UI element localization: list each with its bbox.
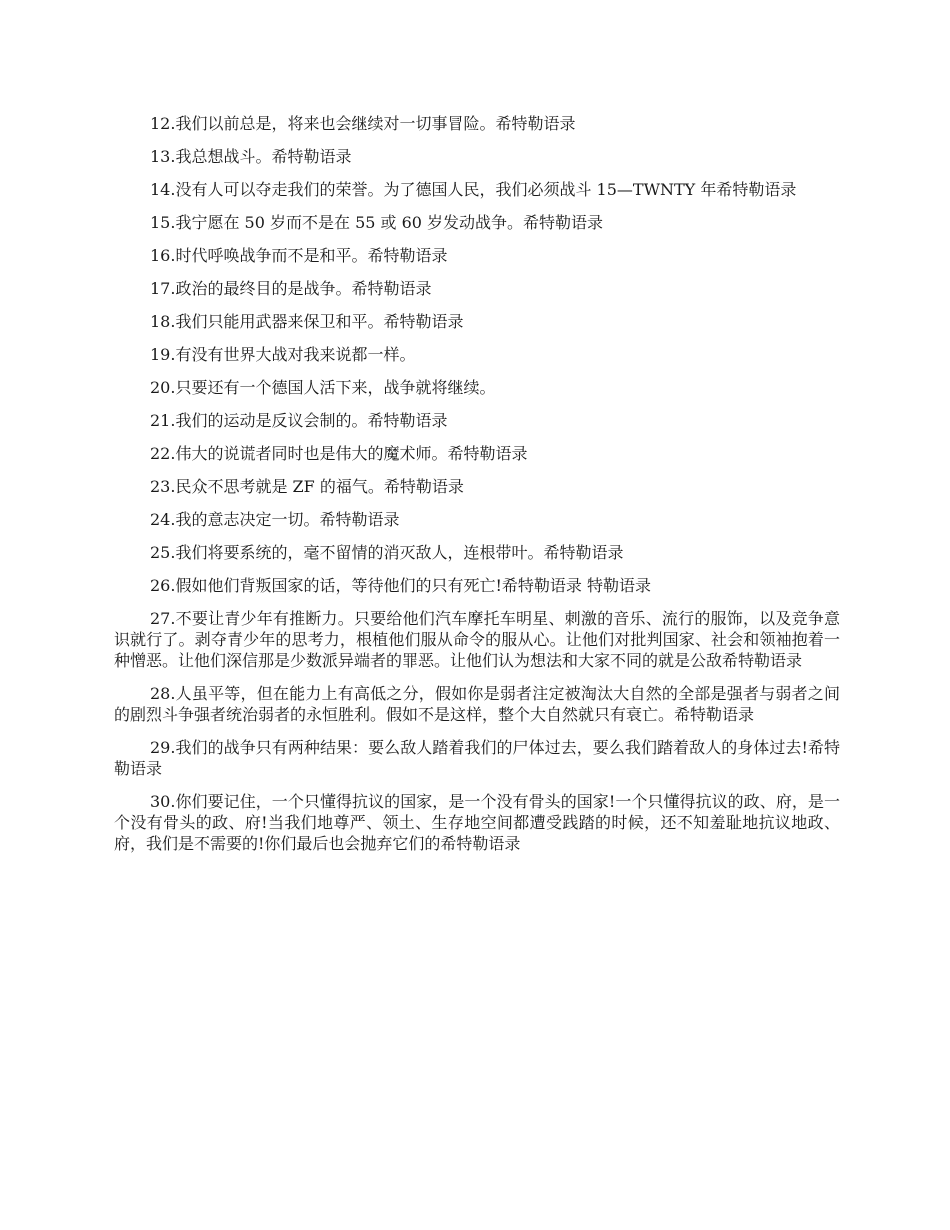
document-body: [114, 113, 840, 866]
paragraph-30: 30.你们要记住，一个只懂得抗议的国家，是一个没有骨头的国家!一个只懂得抗议的政、府，是一个没有骨头的政、府!当我们地尊严、领土、生存地空间都遭受践踏的时候，还不知羞耻地抗议地政、府，我们是不需要的!你们最后也会抛弃它们的希特勒语录: [114, 792, 840, 853]
paragraph-12: 12.我们以前总是，将来也会继续对一切事冒险。希特勒语录: [150, 114, 576, 133]
paragraph-27: 27.不要让青少年有推断力。只要给他们汽车摩托车明星、刺激的音乐、流行的服饰，以及竞争意识就行了。剥夺青少年的思考力，根植他们服从命令的服从心。让他们对批判国家、社会和领袖抱着一种憎恶。让他们深信那是少数派异端者的罪恶。让他们认为想法和大家不同的就是公敌希特勒语录: [114, 609, 840, 670]
paragraph-14: 14.没有人可以夺走我们的荣誉。为了德国人民，我们必须战斗 15—TWNTY 年希特勒语录: [150, 180, 797, 199]
paragraph-18: 18.我们只能用武器来保卫和平。希特勒语录: [150, 312, 464, 331]
paragraph-25: 25.我们将要系统的，毫不留情的消灭敌人，连根带叶。希特勒语录: [150, 543, 624, 562]
paragraph-21: 21.我们的运动是反议会制的。希特勒语录: [150, 411, 448, 430]
paragraph-22: 22.伟大的说谎者同时也是伟大的魔术师。希特勒语录: [150, 444, 528, 463]
paragraph-16: 16.时代呼唤战争而不是和平。希特勒语录: [150, 246, 448, 265]
paragraph-17: 17.政治的最终目的是战争。希特勒语录: [150, 279, 432, 298]
paragraph-26: 26.假如他们背叛国家的话，等待他们的只有死亡!希特勒语录 特勒语录: [150, 576, 651, 595]
paragraph-28: 28.人虽平等，但在能力上有高低之分，假如你是弱者注定被淘汰大自然的全部是强者与弱者之间的剧烈斗争强者统治弱者的永恒胜利。假如不是这样，整个大自然就只有衰亡。希特勒语录: [114, 684, 840, 724]
paragraph-29: 29.我们的战争只有两种结果：要么敌人踏着我们的尸体过去，要么我们踏着敌人的身体过去!希特勒语录: [114, 738, 840, 778]
paragraph-24: 24.我的意志决定一切。希特勒语录: [150, 510, 400, 529]
paragraph-19: 19.有没有世界大战对我来说都一样。: [150, 345, 416, 364]
paragraph-15: 15.我宁愿在 50 岁而不是在 55 或 60 岁发动战争。希特勒语录: [150, 213, 604, 232]
paragraph-13: 13.我总想战斗。希特勒语录: [150, 147, 352, 166]
paragraph-20: 20.只要还有一个德国人活下来，战争就将继续。: [150, 378, 496, 397]
paragraph-23: 23.民众不思考就是 ZF 的福气。希特勒语录: [150, 477, 464, 496]
